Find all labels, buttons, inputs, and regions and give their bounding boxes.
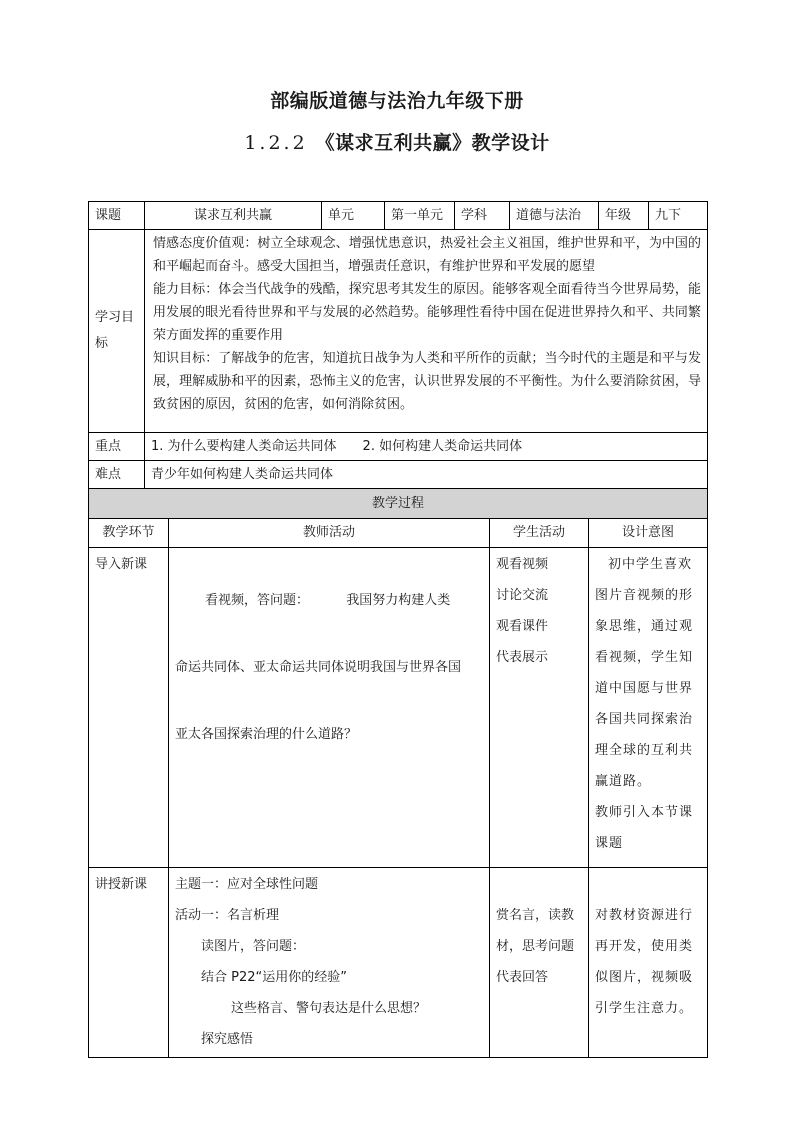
intent-intro-line: 课题 xyxy=(595,836,624,851)
lesson-number: 1.2.2 xyxy=(244,132,308,154)
teacher-teaching-line: 结合 P22“运用你的经验” xyxy=(201,970,347,985)
key-point-1: 1. 为什么要构建人类命运共同体 xyxy=(151,438,337,454)
key-point-2: 2. 如何构建人类命运共同体 xyxy=(362,438,523,454)
process-row-intro xyxy=(89,548,708,868)
intent-teaching-line: 引学生注意力。 xyxy=(595,1001,694,1016)
student-teaching-line: 材，思考问题 xyxy=(496,939,575,954)
intent-teaching-line: 对教材资源进行 xyxy=(595,908,694,923)
header-stage: 教学环节 xyxy=(89,519,169,548)
course-value: 谋求互利共赢 xyxy=(145,202,322,230)
stage-teaching xyxy=(89,868,169,1058)
teacher-teaching xyxy=(169,868,490,1058)
intent-intro-line: 教师引入本节课 xyxy=(595,805,694,820)
teacher-teaching-line: 读图片，答问题： xyxy=(201,939,306,954)
student-intro-line: 观看课件 xyxy=(496,619,549,634)
process-header-row xyxy=(89,519,708,548)
header-student: 学生活动 xyxy=(490,519,589,548)
teacher-teaching-line: 这些格言、警句表达是什么思想？ xyxy=(231,1001,427,1016)
intent-intro-line: 道中国愿与世界 xyxy=(595,681,694,696)
student-intro-line: 代表展示 xyxy=(496,650,549,665)
intent-teaching-line xyxy=(595,869,701,900)
stage-intro xyxy=(89,548,169,868)
objectives-content xyxy=(145,230,708,433)
key-point-content xyxy=(145,433,708,461)
key-point-label: 重点 xyxy=(89,433,145,461)
intent-intro-line: 各国共同探索治 xyxy=(595,712,694,727)
difficulty-row xyxy=(89,461,708,489)
intent-intro-line: 看视频，学生知 xyxy=(595,650,694,665)
intent-intro xyxy=(589,548,708,868)
grade-label: 年级 xyxy=(599,202,649,230)
teacher-teaching-line: 探究感悟 xyxy=(201,1032,254,1047)
course-info-table xyxy=(88,201,708,519)
header-intent: 设计意图 xyxy=(589,519,708,548)
process-row-teaching xyxy=(89,868,708,1058)
objectives-row xyxy=(89,230,708,433)
difficulty-content: 青少年如何构建人类命运共同体 xyxy=(145,461,708,489)
difficulty-label: 难点 xyxy=(89,461,145,489)
objective-emotion: 情感态度价值观：树立全球观念、增强忧患意识，热爱社会主义祖国，维护世界和平，为中国的和平崛起而奋斗。感受大国担当，增强责任意识，有维护世界和平发展的愿望 xyxy=(153,236,701,274)
course-label: 课题 xyxy=(89,202,145,230)
intent-intro-line: 赢道路。 xyxy=(595,774,652,789)
intent-intro-line: 图片音视频的形 xyxy=(595,588,694,603)
student-intro xyxy=(490,548,589,868)
document-title: 部编版道德与法治九年级下册 xyxy=(270,90,524,112)
stage-intro-text: 导入新课 xyxy=(95,557,148,572)
intent-teaching-line: 再开发，使用类 xyxy=(595,939,694,954)
student-teaching xyxy=(490,868,589,1058)
intent-teaching xyxy=(589,868,708,1058)
unit-value: 第一单元 xyxy=(385,202,455,230)
intent-intro-line: 象思维，通过观 xyxy=(595,619,694,634)
objectives-label-text: 学习目标 xyxy=(95,310,135,351)
objectives-label xyxy=(89,230,145,433)
student-intro-line: 观看视频 xyxy=(496,557,549,572)
lesson-title xyxy=(0,128,794,155)
student-teaching-line: 代表回答 xyxy=(496,970,549,985)
teacher-intro-line-3: 亚太各国探索治理的什么道路？ xyxy=(175,727,358,742)
objective-ability: 能力目标：体会当代战争的残酷，探究思考其发生的原因。能够客观全面看待当今世界局势，能用发展的眼光看待世界和平与发展的必然趋势。能够理性看待中国在促进世界持久和平、共同繁荣方面发挥的重要作用 xyxy=(153,282,701,343)
activity-one: 活动一：名言析理 xyxy=(175,908,280,923)
header-teacher: 教师活动 xyxy=(169,519,490,548)
key-point-row xyxy=(89,433,708,461)
subject-label: 学科 xyxy=(455,202,510,230)
intent-intro-line: 理全球的互利共 xyxy=(595,743,694,758)
teacher-intro xyxy=(169,548,490,868)
process-title-row xyxy=(89,489,708,519)
stage-teaching-text: 讲授新课 xyxy=(95,877,148,892)
course-row xyxy=(89,202,708,230)
process-title: 教学过程 xyxy=(89,489,708,519)
student-intro-line: 讨论交流 xyxy=(496,588,549,603)
unit-label: 单元 xyxy=(322,202,385,230)
process-table xyxy=(88,518,708,1058)
lesson-name: 《谋求互利共赢》教学设计 xyxy=(315,132,550,154)
intent-teaching-line: 似图片，视频吸 xyxy=(595,970,694,985)
teacher-intro-line-1: 看视频，答问题： 我国努力构建人类 xyxy=(205,593,451,608)
student-teaching-line xyxy=(496,869,582,900)
grade-value: 九下 xyxy=(649,202,708,230)
teacher-intro-line-2: 命运共同体、亚太命运共同体说明我国与世界各国 xyxy=(175,660,462,675)
theme-one: 主题一：应对全球性问题 xyxy=(175,877,319,892)
intent-intro-line: 初中学生喜欢 xyxy=(608,557,693,572)
subject-value: 道德与法治 xyxy=(510,202,599,230)
objective-knowledge: 知识目标：了解战争的危害，知道抗日战争为人类和平所作的贡献；当今时代的主题是和平与发展，理解威胁和平的因素，恐怖主义的危害，认识世界发展的不平衡性。为什么要消除贫困，导致贫困的原因，贫困的危害，如何消除贫困。 xyxy=(153,351,701,412)
student-teaching-line: 赏名言，读教 xyxy=(496,908,575,923)
